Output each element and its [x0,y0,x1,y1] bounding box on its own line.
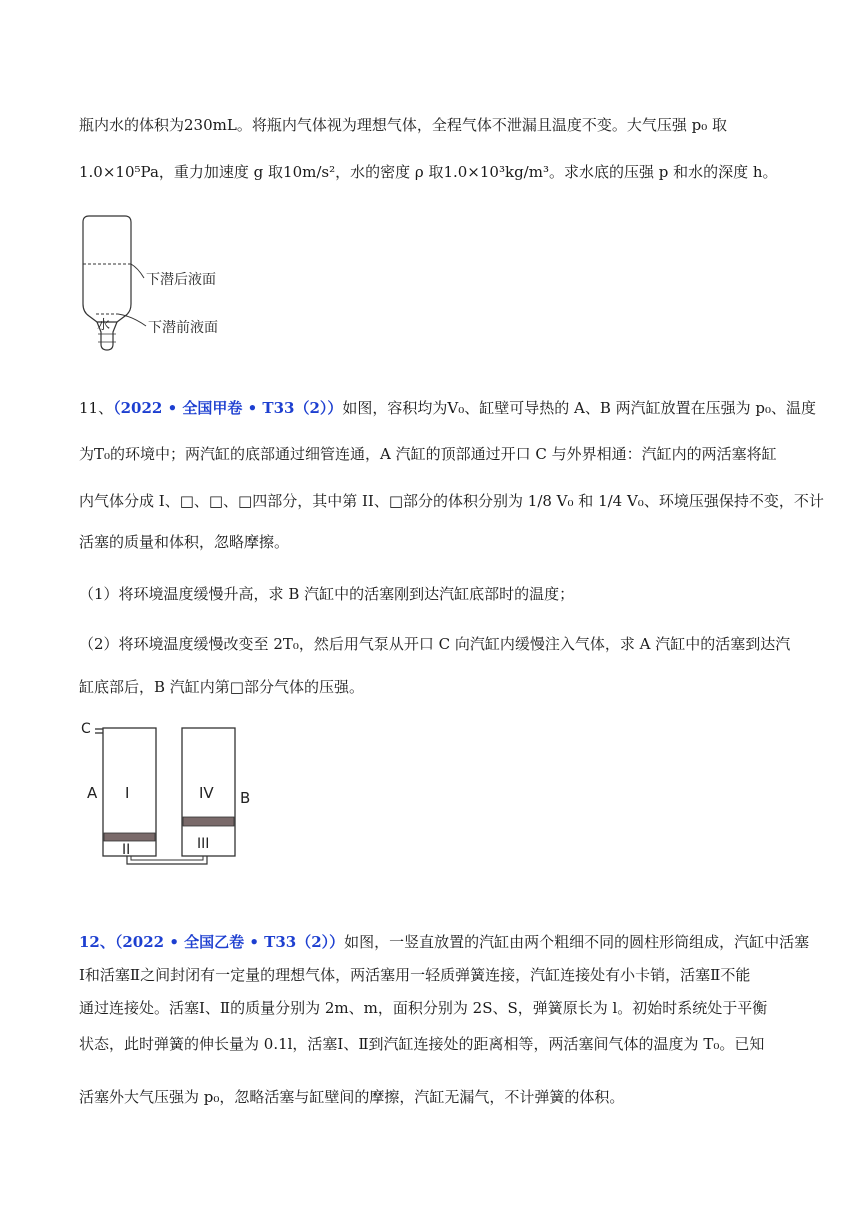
piston-a [104,833,155,841]
label-ii: II [122,842,131,858]
q12-number: 12、 [79,933,115,951]
label-a: A [87,784,98,802]
label-c: C [81,721,91,737]
q11-source: （2022 • 全国甲卷 • T33（2）） [113,399,343,417]
water-label: 水 [97,318,111,333]
piston-b [183,817,234,826]
q12-line-4: 状态，此时弹簧的伸长量为 0.1l，活塞Ⅰ、Ⅱ到汽缸连接处的距离相等，两活塞间气体的温度为 T₀。已知 [79,1035,765,1053]
q11-sub-1: （1）将环境温度缓慢升高，求 B 汽缸中的活塞刚到达汽缸底部时的温度； [79,585,575,603]
p10-line-2: 1.0×10⁵Pa，重力加速度 g 取10m/s²，水的密度 ρ 取1.0×10³kg/m³。求水底的压强 p 和水的深度 h。 [79,163,778,181]
label-iii: III [197,836,210,852]
q11-number: 11、 [79,399,114,417]
q11-line-1 [79,398,816,418]
label-before-dive: 下潜前液面 [148,320,218,336]
bottle-figure [70,212,260,364]
label-b: B [240,789,251,807]
q12-text-1: 如图，一竖直放置的汽缸由两个粗细不同的圆柱形筒组成，汽缸中活塞 [344,933,810,951]
label-after-dive: 下潜后液面 [146,272,216,288]
q11-sub-2b: 缸底部后，B 汽缸内第□部分气体的压强。 [79,678,364,696]
q12-line-2: Ⅰ和活塞Ⅱ之间封闭有一定量的理想气体，两活塞用一轻质弹簧连接，汽缸连接处有小卡销，活塞Ⅱ不能 [79,966,751,984]
q11-line-4: 活塞的质量和体积，忽略摩擦。 [79,533,290,551]
q12-line-5: 活塞外大气压强为 p₀，忽略活塞与缸壁间的摩擦，汽缸无漏气，不计弹簧的体积。 [79,1088,625,1106]
q12-source: （2022 • 全国乙卷 • T33（2）） [114,933,345,951]
label-iv: IV [199,784,214,802]
cylinders-figure [75,718,275,870]
p10-line-1: 瓶内水的体积为230mL。将瓶内气体视为理想气体，全程气体不泄漏且温度不变。大气压强 p₀ 取 [79,116,727,134]
q11-line-2: 为T₀的环境中；两汽缸的底部通过细管连通，A 汽缸的顶部通过开口 C 与外界相通：汽缸内的两活塞将缸 [79,445,777,463]
q12-line-1 [79,932,809,952]
q12-line-3: 通过连接处。活塞Ⅰ、Ⅱ的质量分别为 2m、m，面积分别为 2S、S，弹簧原长为 l。初始时系统处于平衡 [79,999,768,1017]
q11-line-3: 内气体分成 I、□、□、□四部分，其中第 II、□部分的体积分别为 1/8 V₀ 和 1/4 V₀、环境压强保持不变，不计 [79,492,824,510]
label-i: I [125,784,130,802]
q11-sub-2a: （2）将环境温度缓慢改变至 2T₀，然后用气泵从开口 C 向汽缸内缓慢注入气体，求 A 汽缸中的活塞到达汽 [79,635,791,653]
q11-text-1: 如图，容积均为V₀、缸壁可导热的 A、B 两汽缸放置在压强为 p₀、温度 [342,399,817,417]
